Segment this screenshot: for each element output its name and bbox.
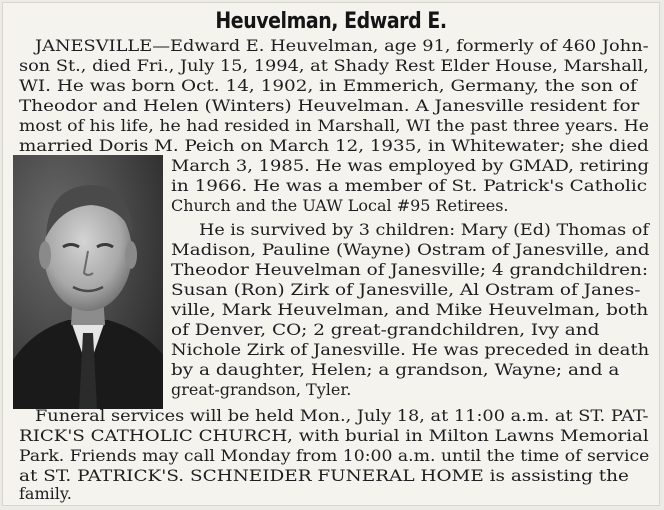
text-line: RICK'S CATHOLIC CHURCH, with burial in Milton Lawns Memorial [19, 426, 649, 445]
text-line: Theodor Heuvelman of Janesville; 4 grandchildren: [171, 260, 649, 279]
text-line: most of his life, he had resided in Marshall, WI the past three years. He [19, 116, 650, 135]
text-line: in 1966. He was a member of St. Patrick's Catholic [171, 176, 648, 195]
text-line: of Denver, CO; 2 great-grandchildren, Ivy and [171, 320, 600, 339]
text-line: Funeral services will be held Mon., July 18, at 11:00 a.m. at ST. PAT- [35, 406, 649, 425]
text-line: son St., died Fri., July 15, 1994, at Shady Rest Elder House, Marshall, [19, 56, 649, 75]
text-line: Theodor and Helen (Winters) Heuvelman. A Janesville resident for [19, 96, 640, 115]
portrait-photo [13, 155, 163, 409]
text-line: Church and the UAW Local #95 Retirees. [171, 196, 509, 215]
text-line: at ST. PATRICK'S. SCHNEIDER FUNERAL HOME is assisting the [19, 466, 629, 485]
text-line: Madison, Pauline (Wayne) Ostram of Janesville, and [171, 240, 650, 259]
text-line: Nichole Zirk of Janesville. He was preceded in death [171, 340, 650, 359]
text-line: JANESVILLE—Edward E. Heuvelman, age 91, formerly of 460 John- [35, 36, 649, 55]
text-line: He is survived by 3 children: Mary (Ed) Thomas of [199, 220, 649, 239]
text-line: Susan (Ron) Zirk of Janesville, Al Ostram of Janes- [171, 280, 641, 299]
text-line: family. [19, 484, 72, 503]
text-line: by a daughter, Helen; a grandson, Wayne; and a [171, 360, 620, 379]
text-line: WI. He was born Oct. 14, 1902, in Emmerich, Germany, the son of [19, 76, 637, 95]
obituary-clipping [3, 3, 659, 505]
text-line: married Doris M. Peich on March 12, 1935, in Whitewater; she died [19, 136, 649, 155]
text-line: March 3, 1985. He was employed by GMAD, retiring [171, 156, 650, 175]
text-line: great-grandson, Tyler. [171, 380, 352, 399]
text-line: Park. Friends may call Monday from 10:00 a.m. until the time of service [19, 446, 650, 465]
text-line: ville, Mark Heuvelman, and Mike Heuvelman, both [171, 300, 649, 319]
obituary-title: Heuvelman, Edward E. [215, 9, 447, 34]
portrait-photo-icon [13, 155, 163, 409]
